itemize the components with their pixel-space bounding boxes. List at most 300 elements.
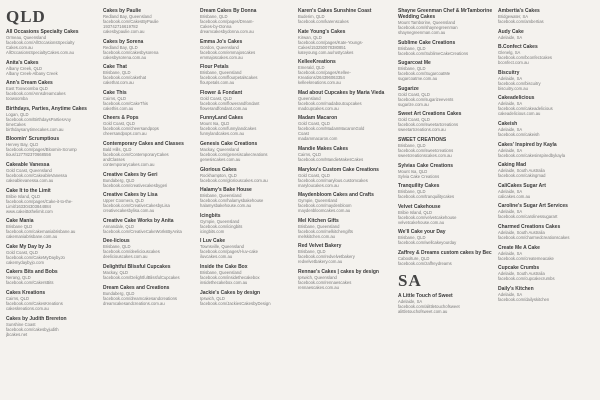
business-detail-line: genesiscakes.com.au [200, 156, 241, 162]
directory-entry [498, 44, 594, 65]
business-detail-line: facebook.com/icingbits [200, 223, 243, 229]
business-detail-line: facebook.com/CakeableVanessa [6, 172, 67, 178]
business-detail-line: facebook.com/cakeadelicious [498, 106, 553, 112]
business-detail-line: facebook.com/CreativeCakesbyLisa [103, 203, 170, 209]
business-name: Anita's Cakes [6, 59, 39, 66]
business-detail-line: Buderim, QLD [298, 14, 325, 19]
business-name: Cheers & Pops [103, 115, 139, 122]
business-detail-line: creativecakesbylisa.com.au [103, 208, 155, 214]
business-name: SWEET CREATIONS [398, 136, 447, 143]
business-detail-line: madammacaron.com [298, 136, 338, 142]
business-detail-line: facebook.com/AllOccasionsSpecialty [6, 40, 75, 45]
directory-entry [103, 218, 199, 234]
directory-entry [498, 8, 594, 24]
business-detail-line: Cakes.com.au [6, 45, 33, 50]
directory-entry [6, 136, 102, 157]
business-detail-line: facebook.com/pages/I-luv-cake [200, 249, 258, 255]
business-detail-line: Ormeau, Queensland [6, 35, 47, 40]
directory-entry [498, 265, 594, 281]
business-detail-line: Mount Isa, QLD [398, 168, 428, 174]
business-name: Cakes' Inspired by Kayla [498, 141, 557, 148]
business-name: I Luv Cake [200, 238, 226, 245]
business-detail-line: Gold Coast, QLD [398, 117, 430, 123]
business-detail-line: Cairns, QLD [298, 151, 322, 157]
business-detail-line: toowoomba [6, 96, 28, 102]
business-detail-line: sweetartcreations.com.au [398, 127, 446, 133]
business-detail-line: facebook.com/CakeThis [103, 100, 148, 106]
business-detail-line: Adelaide, South Australia [498, 271, 545, 277]
business-detail-line: cakesbysorena.com.au [103, 54, 147, 60]
business-name: Dee-licious [103, 238, 130, 245]
business-detail-line: Brisbane, Queensland [200, 269, 242, 275]
business-detail-line: facebook.com/sweetcreations [398, 147, 454, 153]
directory-entry [200, 90, 296, 111]
business-detail-line: Hervey Bay, QLD [6, 142, 39, 148]
business-detail-line: Gold Coast, QLD [200, 95, 232, 101]
business-name: KelleeKreations [298, 59, 336, 66]
business-name: Flour Petals [200, 64, 229, 71]
business-name: Cakes by Paulie [103, 8, 142, 14]
business-detail-line: facebook.com/zaffreydreams [398, 260, 452, 266]
business-detail-line: emmajoscakes.com.au [200, 54, 243, 60]
business-detail-line: Brisbane, QLD [103, 70, 131, 76]
business-detail-line: Bribie Island, QLD [398, 209, 432, 215]
business-detail-line: facebook.com/CakesByPaulie [103, 19, 159, 24]
business-detail-line: facebook.com/ambertias [498, 19, 544, 24]
directory-entry [200, 238, 296, 259]
business-name: Biscuitry [498, 69, 520, 76]
business-detail-line: alittletouchofsweet.com.au [398, 308, 448, 314]
business-detail-line: Adelaide, South Australia [498, 168, 545, 174]
business-detail-line: AllOccasionsSpecialtyCakes.com.au [6, 50, 74, 55]
business-detail-line: facebook.com/ContemporaryCakes [103, 151, 169, 157]
directory-entry [298, 243, 394, 264]
directory-entry [200, 115, 296, 136]
directory-entry [6, 29, 102, 55]
business-detail-line: facebook.com/pages/Cake-it-to-the- [6, 198, 73, 204]
business-name: Glorious Cakes [200, 166, 237, 173]
directory-entry [6, 80, 102, 101]
business-detail-line: Brisbane, Queensland [298, 223, 340, 229]
business-detail-line: Coast [298, 131, 309, 137]
business-detail-line: Cairns, QLD [6, 295, 30, 301]
business-name: Sweet Art Creations Cakes [398, 111, 462, 118]
business-detail-line: Upper Coomera, QLD [103, 198, 144, 204]
directory-entry [200, 39, 296, 60]
directory-entry [6, 188, 102, 214]
business-detail-line: Adelaide, SA [498, 101, 523, 107]
directory-entry [200, 167, 296, 183]
business-name: Maydenbloom Cakes and Crafts [298, 192, 374, 199]
business-name: Genesis Cake Creations [200, 140, 258, 147]
business-detail-line: facebook.com/CakersBits [6, 280, 54, 286]
business-detail-line: Sunshine Coast [6, 321, 36, 327]
business-detail-line: facebook.com/BirthdaysPartiesAny [6, 116, 71, 122]
directory-entry [6, 244, 102, 265]
business-detail-line: facebook.com/SugarcoatMe [398, 71, 451, 77]
business-detail-line: Redland Bay, Queensland [103, 14, 152, 19]
business-name: Mel Kitchen Gifts [298, 217, 339, 224]
directory-entry [103, 264, 199, 280]
directory-entry [298, 115, 394, 141]
business-detail-line: facebook.com/JackiesCakesbyDesign [200, 300, 271, 306]
business-detail-line: insidethecakebox.com.au [200, 279, 248, 285]
business-detail-line: facebook.com/CreativeCakeWorksByAnita [103, 228, 182, 234]
business-detail-line: Mackay, QLD [103, 269, 129, 275]
business-detail-line: Mount Isa, QLD [200, 121, 230, 127]
directory-entry [398, 40, 494, 56]
directory-column-1 [6, 8, 102, 341]
business-detail-line: facebook.com/bconfectcakes [498, 55, 553, 61]
business-detail-line: Brisbane, QLD [398, 235, 426, 241]
business-name: Madam Macaron [298, 115, 338, 122]
business-detail-line: Brisbane, QLD [103, 244, 131, 250]
business-detail-line: facebook.com/sugarizeevents [398, 96, 454, 102]
business-detail-line: dreamcakesbydonna.com.au [200, 29, 254, 34]
directory-entry [200, 264, 296, 285]
business-detail-line: facebook.com/Annsdreamcakes [6, 91, 66, 97]
business-name: Creative Cakes by Geri [103, 171, 158, 178]
business-detail-line: maryloucakes.com.au [298, 182, 339, 188]
business-detail-line: facebook.com/biscuitry [498, 80, 541, 86]
directory-entry [6, 269, 102, 285]
business-name: Caking Mad [498, 162, 527, 169]
business-detail-line: Sylvia Cake Creations [398, 173, 440, 179]
directory-entry [6, 60, 102, 76]
business-detail-line: cakethat.com.au [103, 80, 134, 86]
directory-entry [200, 187, 296, 208]
business-detail-line: bconfect.com.au [498, 60, 529, 66]
business-detail-line: Townsville, Queensland [200, 244, 244, 250]
business-detail-line: Cakes-by-Donna [200, 24, 232, 29]
business-name: Daily's Kitchen [498, 285, 534, 292]
directory-entry [498, 121, 594, 137]
business-detail-line: facebook.com/maydenbloom [298, 203, 352, 209]
business-detail-line: facebook.com/alittletouchofsweet [398, 303, 460, 309]
business-name: All Occasions Specialty Cakes [6, 29, 79, 35]
directory-entry [103, 192, 199, 213]
directory-entry [498, 245, 594, 261]
business-detail-line: sugarize.com.au [398, 101, 429, 107]
business-name: Halamy's Bake House [200, 187, 252, 194]
business-detail-line: facebook.com/pages/Kate-Youngs- [298, 39, 364, 45]
business-detail-line: sugarcoatme.com.au [398, 76, 438, 82]
business-detail-line: Gold Coast, QLD [298, 121, 330, 127]
directory-entry [498, 224, 594, 240]
directory-entry [498, 29, 594, 40]
business-name: Contemporary Cakes and Classes [103, 140, 184, 147]
business-detail-line: redvelvetbakery.com.au [298, 259, 343, 265]
business-name: Charmed Creations Cakes [498, 223, 561, 230]
directory-entry [398, 137, 494, 158]
business-detail-line: facebook.com/madaboutcupcakes [298, 100, 362, 106]
business-detail-line: Ipswich, Queensland [298, 274, 337, 280]
business-detail-line: Gympie, Queensland [298, 198, 338, 204]
directory-entry [6, 218, 102, 239]
business-detail-line: facebook.com/karenscakes [298, 19, 349, 24]
business-detail-line: cheersandpops.com.au [103, 131, 147, 137]
region-heading-qld: QLD [6, 7, 46, 26]
business-detail-line: Queensland [298, 95, 321, 101]
business-name: Cakeable Vanessa [6, 161, 50, 168]
directory-entry [398, 250, 494, 266]
business-detail-line: Adelaide, SA [498, 147, 523, 153]
directory-entry [298, 192, 394, 213]
business-detail-line: Brisbane QLD [6, 224, 33, 230]
business-detail-line: cakethis.com.au [103, 105, 134, 111]
region-heading-sa: SA [398, 270, 422, 290]
business-detail-line: melskitchen.com.au [298, 233, 336, 239]
business-name: Shayne Greenman Chef & MrTamborine Wedding Cakes [398, 8, 493, 20]
directory-entry [103, 141, 199, 167]
directory-entry [498, 183, 594, 199]
business-detail-line: kateyoung.com.au/rustycakes [298, 49, 354, 55]
business-detail-line: facebook.com/shaynegreenman [398, 25, 458, 30]
business-name: FunnyLand Cakes [200, 115, 244, 122]
business-detail-line: Redland Bay, QLD [103, 44, 138, 50]
business-detail-line: facebook.com/melkitchengifts [298, 228, 353, 234]
business-detail-line: Glenelg, SA [498, 50, 521, 56]
business-detail-line: facebook.com/pages/Kellee- [298, 70, 351, 76]
business-name: Create Me A Cake [498, 244, 540, 251]
directory-entry [398, 8, 494, 35]
business-detail-line: biscuitry.com.au [498, 85, 528, 91]
business-detail-line: facebook.com/cakesinspiredbykayla [498, 152, 566, 158]
business-detail-line: facebook.com/flowerandfondant [200, 100, 260, 106]
directory-entry [103, 8, 199, 34]
business-name: Cake That [103, 64, 127, 71]
business-detail-line: Adelaide, SA [498, 34, 523, 40]
directory-entry [6, 316, 102, 337]
business-detail-line: rennaescakes.com.au [298, 284, 339, 290]
business-detail-line: facebook.com/wellcakeyourday [398, 240, 457, 246]
business-detail-line: Bundaberg, QLD [103, 290, 135, 296]
business-detail-line: facebook.com/cakeish [498, 131, 540, 137]
directory-entry [6, 162, 102, 183]
directory-entry [398, 86, 494, 107]
directory-column-5 [398, 8, 494, 319]
business-name: Delightful Blissful Cupcakes [103, 263, 171, 270]
business-detail-line: jbcakes.net [6, 331, 28, 337]
directory-entry [103, 238, 199, 259]
business-detail-line: flowerandfondant.com.au [200, 105, 248, 111]
directory-entry [398, 204, 494, 225]
business-detail-line: Albany Creek, QLD [6, 65, 43, 71]
business-detail-line: Adelaide, SA [498, 209, 523, 215]
business-detail-line: facebook.com/creativecakesbygeri [103, 182, 168, 188]
directory-entry [103, 90, 199, 111]
business-detail-line: Caboolture, QLD [398, 255, 430, 261]
business-detail-line: icingbits.com [200, 228, 225, 234]
business-detail-line: Nerang, QLD [6, 275, 31, 281]
business-detail-line: cakesbypaulie.com.au [103, 29, 145, 34]
directory-entry [498, 142, 594, 158]
business-detail-line: sweetcreationscakes.com.au [398, 152, 452, 158]
business-detail-line: Brisbane, QLD [398, 142, 426, 148]
business-name: Cupcake Crumbs [498, 265, 540, 272]
directory-column-2 [103, 8, 199, 310]
business-detail-line: Adelaide, SA [498, 250, 523, 256]
business-detail-line: Gold Coast, QLD [103, 121, 135, 127]
directory-entry [103, 172, 199, 188]
business-name: Bloomin' Scrumptious [6, 136, 60, 143]
business-detail-line: facebook.com/tranquilitycakes [398, 194, 455, 200]
business-detail-line: halamysbakehouse.com.au [200, 203, 251, 209]
directory-column-6 [498, 8, 594, 306]
business-detail-line: Cakes/153250078380851 [298, 44, 346, 50]
business-detail-line: Ipswich, QLD [200, 295, 225, 301]
business-detail-line: Kreations/264396063354 [298, 75, 345, 81]
directory-entry [298, 29, 394, 55]
business-name: Emma Jo's Cakes [200, 38, 243, 45]
business-name: Caroline's Sugar Art Services [498, 203, 568, 210]
business-detail-line: Adelaide, South Australia [498, 229, 545, 235]
business-name: Marylou's Custom Cake Creations [298, 166, 379, 173]
directory-entry [398, 163, 494, 179]
business-detail-line: Adelaide, SA [498, 188, 523, 194]
business-detail-line: facebook.com/redvelvetbakery [298, 254, 355, 260]
business-detail-line: velvetcakehouse.com.au [398, 219, 445, 225]
business-detail-line: facebook.com/MandieMakesCakes [298, 156, 364, 162]
business-name: Mandie Makes Cakes [298, 145, 349, 152]
business-name: Velvet Cakehouse [398, 203, 441, 210]
business-name: Cakeadelicious [498, 95, 535, 102]
business-detail-line: contemporarycakes.com.au [103, 161, 155, 167]
business-detail-line: cakeadelicious.com.au [498, 111, 541, 117]
business-detail-line: Brisbane, QLD [200, 14, 228, 19]
directory-entry [298, 269, 394, 290]
business-detail-line: facebook.com/CakeMyDaybyJo [6, 254, 65, 260]
business-detail-line: Brisbane, QLD [398, 45, 426, 51]
business-detail-line: Bald Hills, QLD [103, 146, 132, 152]
business-detail-line: East Toowoomba QLD [6, 86, 48, 92]
business-name: Tranquility Cakes [398, 183, 440, 190]
business-detail-line: facebook.com/marylous.customcakes [298, 177, 368, 183]
business-detail-line: facebook.com/cakesbysorena [103, 49, 159, 55]
business-name: Cake It to the Limit [6, 187, 51, 194]
business-detail-line: Bridgewater, SA [498, 14, 529, 19]
business-name: Dream Cakes and Creations [103, 284, 170, 291]
business-detail-line: shaynegreenman.com.au [398, 30, 446, 35]
directory-entry [6, 106, 102, 132]
business-detail-line: iluvcakes.com.au [200, 254, 233, 260]
directory-column-4 [298, 8, 394, 295]
directory-entry [200, 8, 296, 34]
business-detail-line: cakeablevanessa.com.au [6, 177, 54, 183]
directory-entry [103, 39, 199, 60]
business-name: Audy Cake [498, 28, 524, 35]
business-detail-line: facebook.com/charmedcreationscakes [498, 234, 570, 240]
business-name: Birthdays, Parties, Anytime Cakes [6, 105, 87, 112]
business-detail-line: facebook.com/velvetcakehouse [398, 214, 457, 220]
business-detail-line: facebook.com/genesiscakecreations [200, 151, 268, 157]
business-detail-line: Mount Tamborine, Queensland [398, 20, 456, 25]
business-detail-line: kelleekreations.com.au [298, 80, 341, 86]
business-detail-line: 193742716619782 [103, 24, 138, 29]
business-detail-line: facebook.com/MadamMacaronGold [298, 126, 365, 132]
directory-entry [298, 8, 394, 24]
directory-entry [298, 146, 394, 162]
directory-entry [103, 115, 199, 136]
business-detail-line: facebook.com/dailyskitchen [498, 296, 550, 302]
business-name: Cakes Kreations [6, 289, 46, 296]
business-name: Karen's Cakes Sunshine Coast [298, 8, 372, 14]
business-detail-line: facebook.com/cupcakecrumbs [498, 276, 555, 282]
business-detail-line: Mackay, Queensland [200, 146, 240, 152]
business-detail-line: facebook.com/dreamcakesandcreations [103, 295, 178, 301]
business-detail-line: facebook.com/rennaescakes [298, 279, 352, 285]
business-detail-line: cakeskreations.com.au [6, 305, 49, 311]
business-name: Rennae's Cakes | cakes by design [298, 268, 379, 275]
business-name: A Little Touch of Sweet [398, 292, 453, 299]
directory-entry [498, 286, 594, 302]
business-name: Flower & Fondant [200, 89, 243, 96]
directory-entry [498, 162, 594, 178]
directory-column-3 [200, 8, 296, 310]
business-detail-line: facebook.com/deeliciouscakes [103, 249, 160, 255]
business-detail-line: Limit/163304303844884 [6, 203, 51, 209]
business-name: Cake My Day by Jo [6, 243, 52, 250]
business-detail-line: Albany Creek-Albany Creek [6, 70, 58, 76]
business-name: Creative Cakes by Lisa [103, 192, 158, 199]
business-name: Sylvias Cake Creations [398, 162, 454, 169]
business-name: Kate Young's Cakes [298, 28, 346, 35]
business-detail-line: funnylandcakes.com.au [200, 131, 244, 137]
business-detail-line: Cairns, QLD [103, 95, 127, 101]
business-detail-line: Logan, QLD [6, 111, 29, 117]
business-name: We'll Cake your Day [398, 229, 446, 236]
business-detail-line: calicakes.com.au [498, 193, 531, 199]
business-detail-line: facebook.com/DelightfulBlissfulCupcakes [103, 274, 180, 280]
business-detail-line: facebook.com/emmajoscakes [200, 49, 256, 55]
business-name: Red Velvet Bakery [298, 243, 342, 250]
business-detail-line: Gold Coast, QLD [298, 172, 330, 178]
directory-entry [498, 95, 594, 116]
directory-entry [103, 64, 199, 85]
directory-entry [398, 229, 494, 245]
directory-entry [200, 64, 296, 85]
business-detail-line: facebook.com/cakingmad [498, 173, 546, 179]
business-detail-line: deeliciouscakes.com.au [103, 254, 148, 260]
business-name: Inside the Cake Box [200, 263, 248, 270]
business-detail-line: timeCakes [6, 121, 26, 127]
business-detail-line: Brisbane, Queensland [200, 70, 242, 76]
directory-entry [298, 218, 394, 239]
business-detail-line: Annandale, QLD [103, 223, 134, 229]
business-name: Mad about Cupcakes by Maria Vieda [298, 89, 385, 96]
business-detail-line: Brisbane, QLD [298, 249, 326, 255]
business-name: Sublime Cake Creations [398, 39, 456, 46]
business-detail-line: Brisbane, QLD [398, 66, 426, 72]
business-detail-line: facebook.com/carolinessugarart [498, 214, 558, 220]
business-detail-line: birthdaysanytimecakes.com.au [6, 126, 64, 132]
business-detail-line: Gympie, Queensland [200, 218, 240, 224]
business-detail-line: facebook.com/cheersandpops [103, 126, 159, 132]
directory-entry [498, 203, 594, 219]
business-name: Cake This [103, 89, 127, 96]
business-detail-line: facebook.com/cakemaniabrisbane.au [6, 229, 76, 235]
business-name: Cake Mania [6, 218, 34, 225]
business-name: Zaffrey & Dreams custom cakes by Bec [398, 249, 492, 256]
business-name: B.Confect Cakes [498, 44, 538, 51]
business-detail-line: facebook.com/insidethecakebox [200, 274, 260, 280]
directory-entry [398, 183, 494, 199]
business-detail-line: cakemydaybyjo.com [6, 259, 44, 265]
business-name: Sugarcoat Me [398, 60, 431, 67]
business-detail-line: facebook.com/pages/Bloomin-Scrump [6, 147, 77, 153]
business-detail-line: madcupcakes.com.au [298, 105, 339, 111]
business-name: Dream Cakes By Donna [200, 8, 257, 14]
